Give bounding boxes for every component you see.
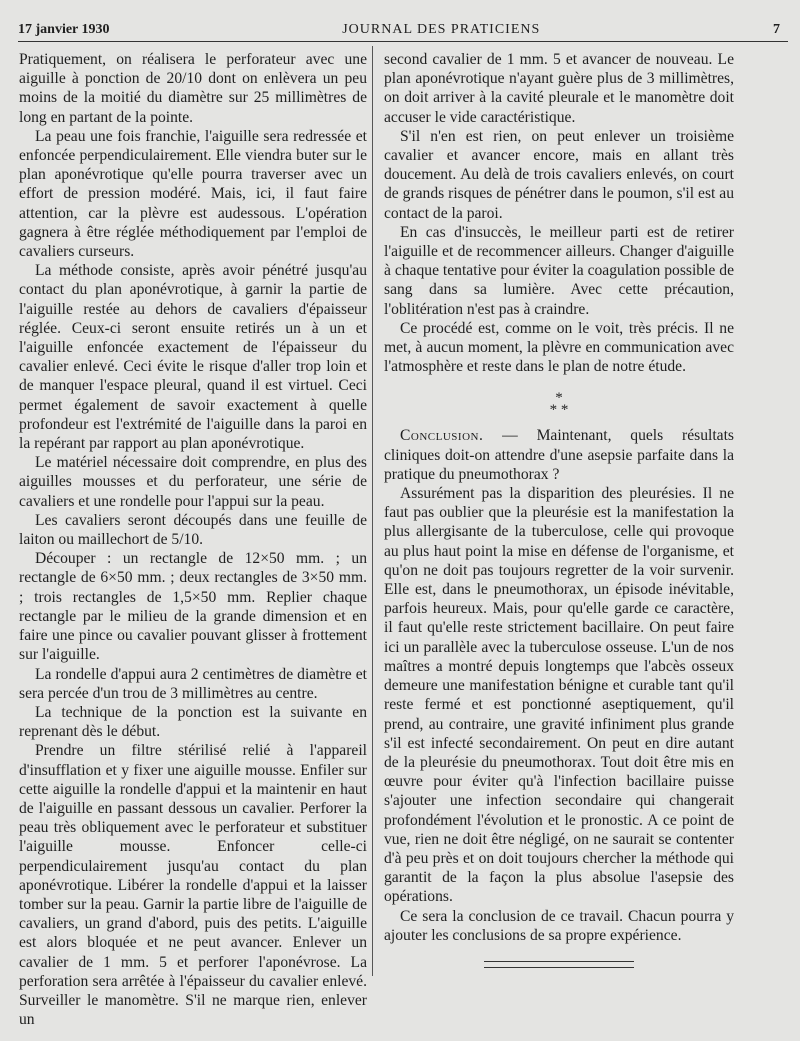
left-column <box>19 50 367 1029</box>
right-column <box>384 50 734 968</box>
paragraph: Découper : un rectangle de 12×50 mm. ; un rectangle de 6×50 mm. ; deux rectangles de 3×50 mm. ; trois rectangles de 1,5×50 mm. Replier chaque rectangle par le milieu de la grande dimension et en faire une pince ou cavalier pouvant glisser à frottement sur l'aiguille. <box>19 550 367 664</box>
conclusion-lead: — Maintenant, quels résultats cliniques doit-on attendre d'une asepsie parfaite dans la pratique du pneumothorax ? <box>384 427 734 483</box>
paragraph: La méthode consiste, après avoir pénétré jusqu'au contact du plan aponévrotique, à garnir la partie de l'aiguille restée au dehors de cavaliers d'épaisseur réglée. Ceux-ci seront ensuite retirés un à un et l'aiguille enfoncée exactement de l'épaisseur du cavalier enlevé. Ceci évite le risque d'aller trop loin et de manquer l'espace pleural, quand il est virtuel. Ceci permet également de savoir exactement à quelle profondeur est l'extrémité de l'aiguille dans la paroi en la repérant par rapport au plan aponévrotique. <box>19 262 367 453</box>
paragraph: Le matériel nécessaire doit comprendre, en plus des aiguilles mousses et du perforateur, une série de cavaliers et une rondelle pour l'appui sur la peau. <box>19 454 367 510</box>
paragraph: second cavalier de 1 mm. 5 et avancer de nouveau. Le plan aponévrotique n'ayant guère plus de 3 millimètres, on doit arriver à la cavité pleurale et le manomètre doit accuser le vide caractéristique. <box>384 51 734 126</box>
conclusion-heading: Conclusion. <box>400 427 484 445</box>
paragraph: Ce procédé est, comme on le voit, très précis. Il ne met, à aucun moment, la plèvre en communication avec l'atmosphère et reste dans le plan de notre étude. <box>384 319 734 376</box>
section-separator: * * * <box>549 390 569 419</box>
paragraph: La rondelle d'appui aura 2 centimètres de diamètre et sera percée d'un trou de 3 millimètres au centre. <box>19 665 367 702</box>
issue-date: 17 janvier 1930 <box>18 22 110 37</box>
paragraph: Assurément pas la disparition des pleurésies. Il ne faut pas oublier que la pleurésie est la manifestation la plus allergisante de la tuberculose, celle qui provoque au plus haut point la mise en défense de l'organisme, et qu'on ne doit pas toujours regretter de la voir survenir. Elle est, dans le pneumothorax, un épisode inévitable, parfois heureux. Mais, pour qu'elle garde ce caractère, il faut qu'elle reste strictement bacillaire. On peut faire ici un parallèle avec la tuberculose osseuse. L'un de nos maîtres a montré depuis longtemps que l'abcès osseux demeure une manifestation bénigne et curable tant qu'il reste fermé et est ponctionné aseptiquement, qu'il prend, au contraire, une gravité infiniment plus grande s'il est infecté secondairement. On peut en dire autant de la pleurésie du pneumothorax. Tout doit être mis en œuvre pour éviter qu'à l'infection bacillaire puisse s'ajouter une infection secondaire qui changerait profondément l'évolution et le pronostic. A ce point de vue, rien ne doit être négligé, on ne saurait se contenter d'à peu près et on doit toujours chercher la méthode qui garantit de la façon la plus absolue l'asepsie des opérations. <box>384 485 734 906</box>
paragraph: S'il n'en est rien, on peut enlever un troisième cavalier et avancer encore, mais en allant très doucement. Au delà de trois cavaliers enlevés, on court de grands risques de pénétrer dans le poumon, s'il est au contact de la paroi. <box>384 127 734 222</box>
paragraph: En cas d'insuccès, le meilleur parti est de retirer l'aiguille et de recommencer ailleurs. Changer d'aiguille à chaque tentative pour éviter la coagulation possible de sang dans sa lumière. Avec cette précaution, l'oblitération n'est pas à craindre. <box>384 223 734 318</box>
conclusion-paragraph <box>384 426 734 484</box>
end-rule <box>484 961 634 968</box>
page-header <box>18 14 788 42</box>
paragraph: La technique de la ponction est la suivante en reprenant dès le début. <box>19 703 367 741</box>
paragraph: Ce sera la conclusion de ce travail. Chacun pourra y ajouter les conclusions de sa propre expérience. <box>384 907 734 944</box>
paragraph: Prendre un filtre stérilisé relié à l'appareil d'insufflation et y fixer une aiguille mousse. Enfiler sur cette aiguille la rondelle d'appui et la maintenir en haut de l'aiguille en passant dessous un cavalier. Perforer la peau très obliquement avec le perforateur et substituer l'aiguille mousse. Enfoncer celle-ci perpendiculairement jusqu'au contact du plan aponévrotique. Libérer la rondelle d'appui et la laisser tomber sur la peau. Garnir la partie libre de l'aiguille de cavaliers, un grand d'abord, puis des petits. L'aiguille est alors bloquée et ne peut avancer. Enlever un cavalier de 1 mm. 5 et perforer l'aponévrose. La perforation sera arrêtée à l'épaisseur du cavalier enlevé. Surveiller le manomètre. S'il ne marque rien, enlever un <box>19 742 367 1029</box>
paragraph: Les cavaliers seront découpés dans une feuille de laiton ou maillechort de 5/10. <box>19 511 367 549</box>
paragraph: La peau une fois franchie, l'aiguille sera redressée et enfoncée perpendiculairement. Elle viendra buter sur le plan aponévrotique qu'elle pourra traverser avec un effort de pression modéré. Mais, ici, il faut faire attention, car la plèvre est audessous. L'opération gagnera à être réglée méthodiquement par l'emploi de cavaliers curseurs. <box>19 127 367 261</box>
page-number: 7 <box>772 22 780 37</box>
paragraph: Pratiquement, on réalisera le perforateur avec une aiguille à ponction de 20/10 dont on enlèvera un peu moins de la moitié du diamètre sur 25 millimètres de long en partant de la pointe. <box>19 51 367 126</box>
column-divider <box>372 46 373 976</box>
journal-title: JOURNAL DES PRATICIENS <box>342 22 541 37</box>
